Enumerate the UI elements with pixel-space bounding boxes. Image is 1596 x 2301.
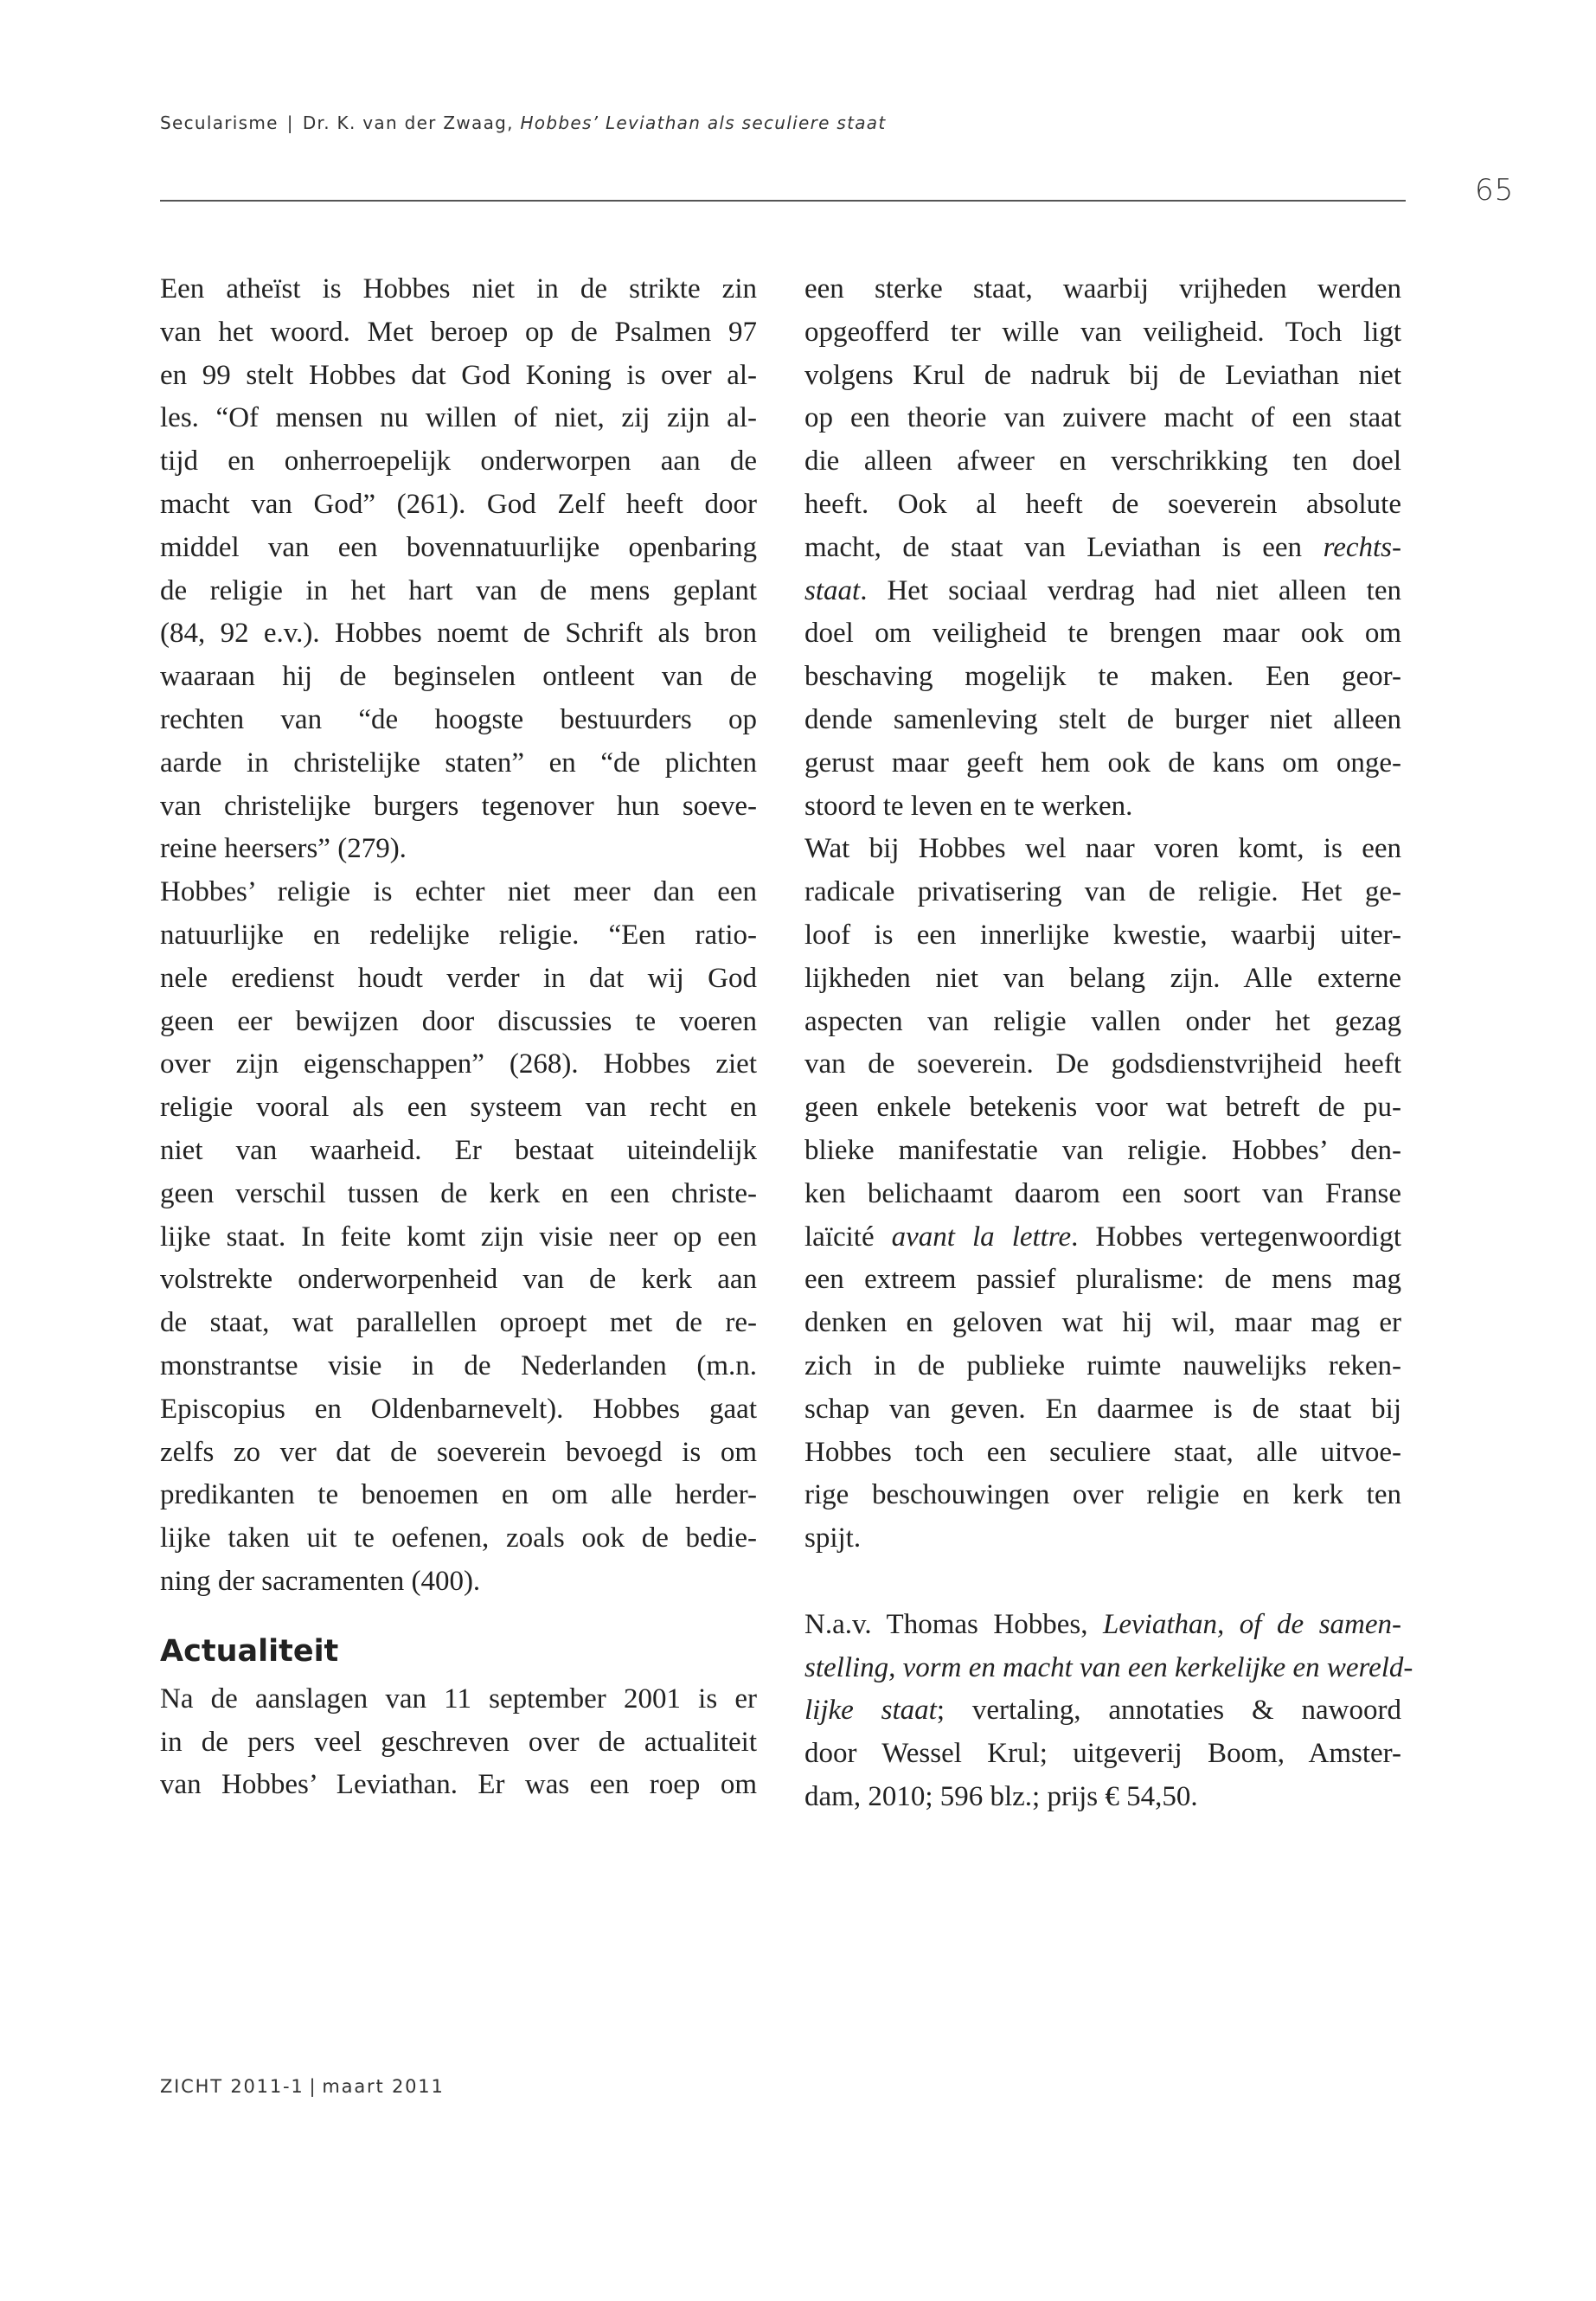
text-line: macht van God” (261). God Zelf heeft door — [160, 488, 757, 520]
text-line: waaraan hij de beginselen ontleent van de — [160, 661, 757, 693]
text-line: door Wessel Krul; uitgeverij Boom, Amster- — [804, 1738, 1401, 1770]
section-heading: Actualiteit — [160, 1633, 339, 1669]
text-line: reine heersers” (279). — [160, 833, 407, 865]
text-line — [804, 527, 1401, 570]
text-line: nele eredienst houdt verder in dat wij God — [160, 962, 757, 994]
page-number: 65 — [1475, 173, 1515, 208]
text-line: radicale privatisering van de religie. Het ge- — [804, 876, 1401, 908]
paragraph-strong-state — [804, 268, 1401, 828]
line-text: . Hobbes vertegenwoordigt — [1071, 1221, 1402, 1253]
text-line: Wat bij Hobbes wel naar voren komt, is een — [804, 833, 1401, 865]
text-line: opgeofferd ter wille van veiligheid. Toch ligt — [804, 316, 1401, 348]
text-line: loof is een innerlijke kwestie, waarbij uiter- — [804, 919, 1401, 951]
text-line: beschaving mogelijk te maken. Een geor- — [804, 661, 1401, 693]
italic-term: rechts- — [1323, 531, 1402, 563]
text-line: een extreem passief pluralisme: de mens mag — [804, 1264, 1401, 1296]
text-line: spijt. — [804, 1522, 862, 1554]
text-line: Een atheïst is Hobbes niet in de strikte zin — [160, 273, 757, 304]
text-line: van de soeverein. De godsdienstvrijheid heeft — [804, 1048, 1401, 1080]
issue-date: maart 2011 — [322, 2076, 445, 2097]
right-column — [804, 268, 1413, 1819]
text-line: de religie in het hart van de mens geplant — [160, 574, 757, 606]
text-line: natuurlijke en redelijke religie. “Een ratio- — [160, 919, 757, 951]
paragraph-actualiteit — [160, 1678, 757, 1807]
header-rule — [160, 200, 1406, 202]
text-line: ken belichaamt daarom een soort van Franse — [804, 1177, 1401, 1209]
text-line: stoord te leven en te werken. — [804, 790, 1133, 822]
text-line: zich in de publieke ruimte nauwelijks reken- — [804, 1349, 1401, 1381]
text-line: religie vooral als een systeem van recht en — [160, 1092, 757, 1124]
section-name: Secularisme — [160, 112, 279, 133]
book-title: stelling, vorm en macht van een kerkelijke en wereld- — [804, 1651, 1413, 1683]
text-line: geen verschil tussen de kerk en een christe- — [160, 1177, 757, 1209]
line-text: N.a.v. Thomas Hobbes, — [804, 1608, 1088, 1640]
text-line: rechten van “de hoogste bestuurders op — [160, 703, 757, 735]
text-line: volgens Krul de nadruk bij de Leviathan niet — [804, 359, 1401, 391]
text-line: heeft. Ook al heeft de soeverein absolute — [804, 488, 1401, 520]
text-line: gerust maar geeft hem ook de kans om onge- — [804, 747, 1401, 779]
text-line: dende samenleving stelt de burger niet alleen — [804, 703, 1401, 735]
text-line: (84, 92 e.v.). Hobbes noemt de Schrift als bron — [160, 618, 757, 650]
text-line: van Hobbes’ Leviathan. Er was een roep om — [160, 1769, 757, 1801]
line-text: laïcité — [804, 1221, 875, 1253]
journal-issue: ZICHT 2011-1 — [160, 2076, 304, 2097]
text-line: monstrantse visie in de Nederlanden (m.n. — [160, 1349, 757, 1381]
text-line: een sterke staat, waarbij vrijheden werden — [804, 273, 1401, 304]
text-line — [804, 1689, 1401, 1733]
text-line — [804, 1647, 1413, 1690]
text-line: blieke manifestatie van religie. Hobbes’ den- — [804, 1134, 1401, 1166]
header-separator: | — [286, 112, 294, 133]
text-line: lijke taken uit te oefenen, zoals ook de bedie- — [160, 1522, 757, 1554]
text-line: in de pers veel geschreven over de actualiteit — [160, 1726, 757, 1758]
paragraph-natural-religion — [160, 871, 757, 1604]
text-line: aarde in christelijke staten” en “de plichten — [160, 747, 757, 779]
book-reference — [804, 1604, 1413, 1819]
text-line: les. “Of mensen nu willen of niet, zij zijn al- — [160, 402, 757, 434]
left-column — [160, 268, 757, 1807]
text-line: doel om veiligheid te brengen maar ook om — [804, 618, 1401, 650]
text-line — [804, 570, 1401, 613]
text-line — [804, 1216, 1401, 1259]
text-line: en 99 stelt Hobbes dat God Koning is over al- — [160, 359, 757, 391]
paragraph-privatisation — [804, 828, 1401, 1561]
text-line: van christelijke burgers tegenover hun soeve- — [160, 790, 757, 822]
text-line: die alleen afweer en verschrikking ten doel — [804, 445, 1401, 478]
text-line: Episcopius en Oldenbarnevelt). Hobbes gaat — [160, 1393, 757, 1425]
article-title: Hobbes’ Leviathan als seculiere staat — [520, 112, 887, 133]
running-head — [160, 112, 886, 133]
text-line: aspecten van religie vallen onder het gezag — [804, 1005, 1401, 1037]
italic-term: avant la lettre — [891, 1221, 1072, 1253]
text-line: predikanten te benoemen en om alle herder- — [160, 1479, 757, 1511]
text-line — [804, 1604, 1401, 1647]
line-text: macht, de staat van Leviathan is een — [804, 531, 1303, 563]
text-line: lijke staat. In feite komt zijn visie neer op een — [160, 1221, 757, 1253]
text-line: zelfs zo ver dat de soeverein bevoegd is om — [160, 1436, 757, 1468]
text-line: Hobbes toch een seculiere staat, alle uitvoe- — [804, 1436, 1401, 1468]
author-name: Dr. K. van der Zwaag, — [302, 112, 514, 133]
book-title: Leviathan, of de samen- — [1103, 1608, 1402, 1640]
text-line: lijkheden niet van belang zijn. Alle externe — [804, 962, 1401, 994]
footer-separator: | — [309, 2076, 317, 2097]
text-line: op een theorie van zuivere macht of een staat — [804, 402, 1401, 434]
text-line: geen enkele betekenis voor wat betreft de pu- — [804, 1092, 1401, 1124]
text-line: Hobbes’ religie is echter niet meer dan een — [160, 876, 757, 908]
italic-term: staat — [804, 574, 861, 606]
paragraph-atheism — [160, 268, 757, 871]
text-line: geen eer bewijzen door discussies te voeren — [160, 1005, 757, 1037]
page-footer — [160, 2076, 445, 2097]
book-title: lijke staat — [804, 1695, 937, 1727]
spacer — [804, 1561, 1401, 1604]
line-text: . Het sociaal verdrag had niet alleen ten — [860, 574, 1401, 606]
text-line: van het woord. Met beroep op de Psalmen 97 — [160, 316, 757, 348]
text-line: ning der sacramenten (400). — [160, 1565, 481, 1597]
text-line: denken en geloven wat hij wil, maar mag er — [804, 1307, 1401, 1339]
text-line: schap van geven. En daarmee is de staat bij — [804, 1393, 1401, 1425]
text-line: de staat, wat parallellen oproept met de re- — [160, 1307, 757, 1339]
text-line: Na de aanslagen van 11 september 2001 is er — [160, 1682, 757, 1715]
text-line: volstrekte onderworpenheid van de kerk aan — [160, 1264, 757, 1296]
text-line: rige beschouwingen over religie en kerk ten — [804, 1479, 1401, 1511]
text-line: over zijn eigenschappen” (268). Hobbes ziet — [160, 1048, 757, 1080]
text-line: dam, 2010; 596 blz.; prijs € 54,50. — [804, 1780, 1198, 1812]
line-text: ; vertaling, annotaties & nawoord — [936, 1695, 1401, 1727]
text-line: middel van een bovennatuurlijke openbaring — [160, 531, 757, 563]
text-line: niet van waarheid. Er bestaat uiteindelijk — [160, 1134, 757, 1166]
text-line: tijd en onherroepelijk onderworpen aan de — [160, 445, 757, 478]
